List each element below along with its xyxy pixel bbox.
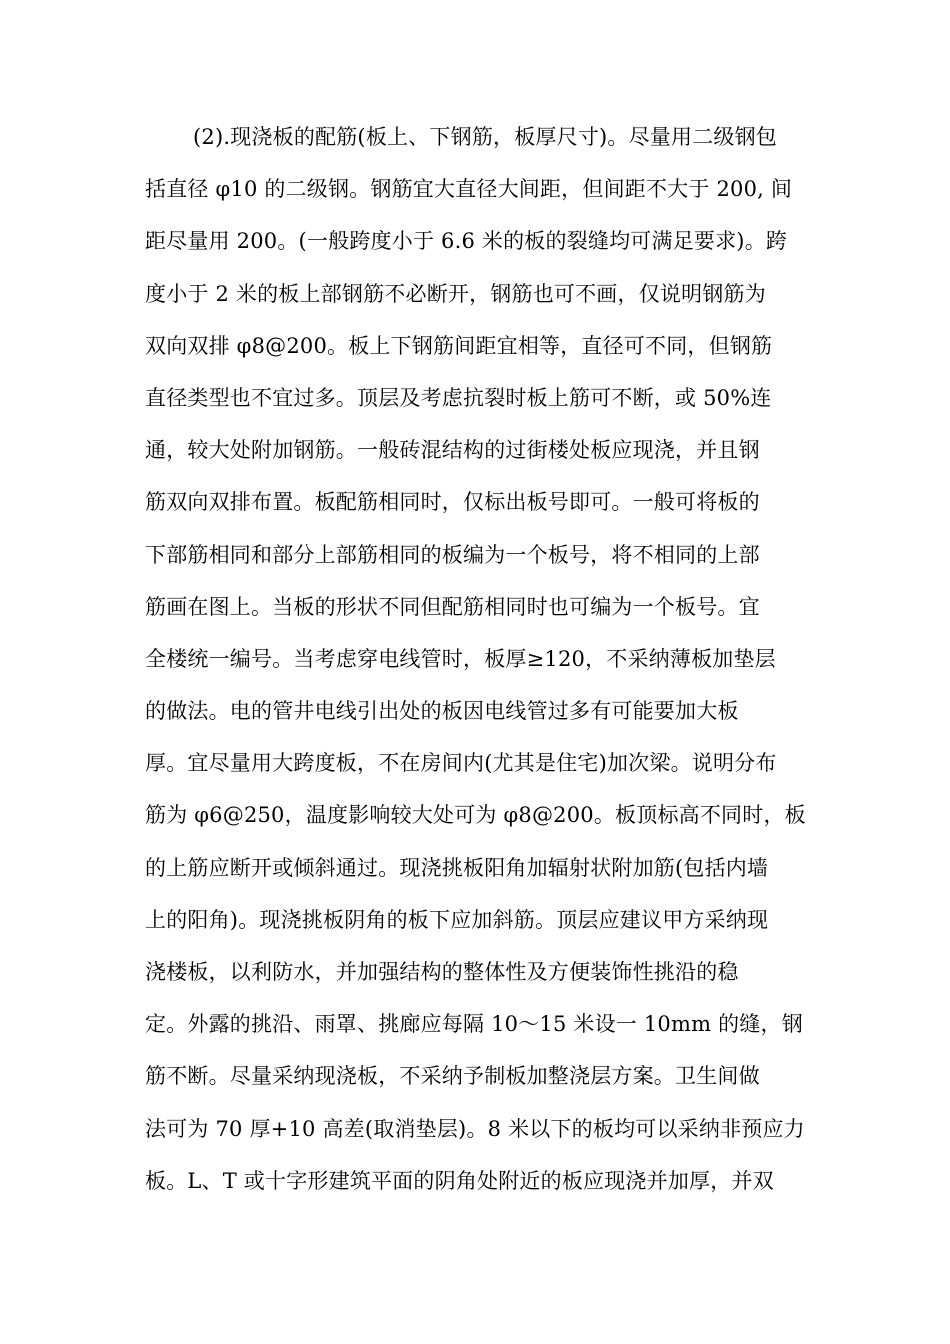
text-line: 直径类型也不宜过多。顶层及考虑抗裂时板上筋可不断，或 50%连 bbox=[145, 385, 772, 410]
text-line: (2).现浇板的配筋(板上、下钢筋，板厚尺寸)。尽量用二级钢包 bbox=[193, 125, 778, 149]
text-line: 浇楼板，以利防水，并加强结构的整体性及方便装饰性挑沿的稳 bbox=[145, 960, 739, 984]
text-line: 的上筋应断开或倾斜通过。现浇挑板阳角加辐射状附加筋(包括内墙 bbox=[145, 855, 769, 880]
text-line: 度小于 2 米的板上部钢筋不必断开，钢筋也可不画，仅说明钢筋为 bbox=[145, 281, 766, 306]
text-line: 筋为 φ6@250，温度影响较大处可为 φ8@200。板顶标高不同时，板 bbox=[145, 803, 806, 828]
text-line: 的做法。电的管井电线引出处的板因电线管过多有可能要加大板 bbox=[145, 699, 739, 724]
paragraph bbox=[145, 117, 825, 1213]
text-line: 定。外露的挑沿、雨罩、挑廊应每隔 10～15 米设一 10mm 的缝，钢 bbox=[145, 1012, 803, 1037]
text-line: 下部筋相同和部分上部筋相同的板编为一个板号，将不相同的上部 bbox=[145, 542, 760, 567]
text-line: 筋双向双排布置。板配筋相同时，仅标出板号即可。一般可将板的 bbox=[145, 490, 760, 515]
text-line: 板。L、T 或十字形建筑平面的阴角处附近的板应现浇并加厚，并双 bbox=[145, 1168, 774, 1193]
text-line: 筋画在图上。当板的形状不同但配筋相同时也可编为一个板号。宜 bbox=[145, 594, 760, 619]
text-line: 筋不断。尽量采纳现浇板，不采纳予制板加整浇层方案。卫生间做 bbox=[145, 1064, 760, 1089]
text-line: 通，较大处附加钢筋。一般砖混结构的过街楼处板应现浇，并且钢 bbox=[145, 438, 760, 463]
text-line: 括直径 φ10 的二级钢。钢筋宜大直径大间距，但间距不大于 200, 间 bbox=[145, 177, 793, 202]
text-line: 上的阳角)。现浇挑板阴角的板下应加斜筋。顶层应建议甲方采纳现 bbox=[145, 907, 769, 932]
text-line: 距尽量用 200。(一般跨度小于 6.6 米的板的裂缝均可满足要求)。跨 bbox=[145, 229, 788, 254]
text-line: 全楼统一编号。当考虑穿电线管时，板厚≥120，不采纳薄板加垫层 bbox=[145, 646, 776, 671]
text-line: 厚。宜尽量用大跨度板，不在房间内(尤其是住宅)加次梁。说明分布 bbox=[145, 751, 777, 776]
text-line: 双向双排 φ8@200。板上下钢筋间距宜相等，直径可不同，但钢筋 bbox=[145, 333, 773, 358]
text-line: 法可为 70 厚+10 高差(取消垫层)。8 米以下的板均可以采纳非预应力 bbox=[145, 1116, 805, 1141]
